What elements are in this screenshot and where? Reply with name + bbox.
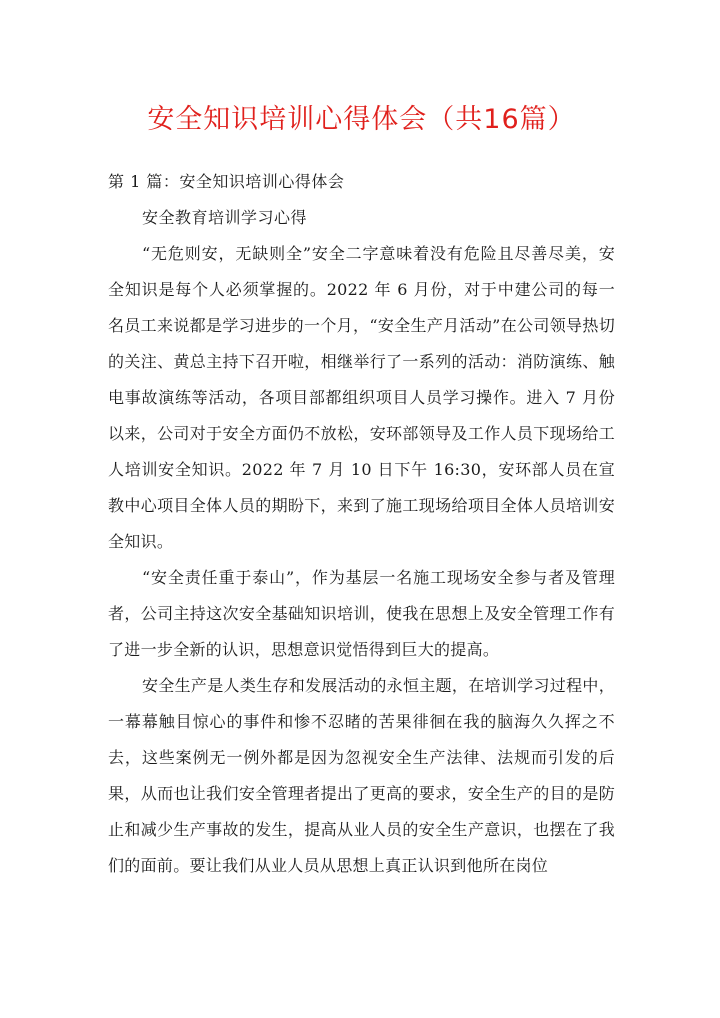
paragraph-1: “无危则安，无缺则全”安全二字意味着没有危险且尽善尽美，安全知识是每个人必须掌握的。2022 年 6 月份，对于中建公司的每一名员工来说都是学习进步的一个月，“安全生产月活动”在公司领导热切的关注、黄总主持下召开啦，相继举行了一系列的活动：消防演练、触电事故演练等活动，各项目部都组织项目人员学习操作。进入 7 月份以来，公司对于安全方面仍不放松，安环部领导及工作人员下现场给工人培训安全知识。2022 年 7 月 10 日下午 16:30，安环部人员在宣教中心项目全体人员的期盼下，来到了施工现场给项目全体人员培训安全知识。	[108, 244, 615, 551]
section-heading: 第 1 篇：安全知识培训心得体会	[108, 172, 345, 191]
subheading: 安全教育培训学习心得	[142, 208, 308, 227]
paragraph-3: 安全生产是人类生存和发展活动的永恒主题，在培训学习过程中，一幕幕触目惊心的事件和惨不忍睹的苦果徘徊在我的脑海久久挥之不去，这些案例无一例外都是因为忽视安全生产法律、法规而引发的后果，从而也让我们安全管理者提出了更高的要求，安全生产的目的是防止和减少生产事故的发生，提高从业人员的安全生产意识，也摆在了我们的面前。要让我们从业人员从思想上真正认识到他所在岗位	[108, 676, 615, 875]
paragraph-2: “安全责任重于泰山”，作为基层一名施工现场安全参与者及管理者，公司主持这次安全基础知识培训，使我在思想上及安全管理工作有了进一步全新的认识，思想意识觉悟得到巨大的提高。	[108, 568, 615, 659]
document-title: 安全知识培训心得体会（共16篇）	[147, 104, 576, 135]
